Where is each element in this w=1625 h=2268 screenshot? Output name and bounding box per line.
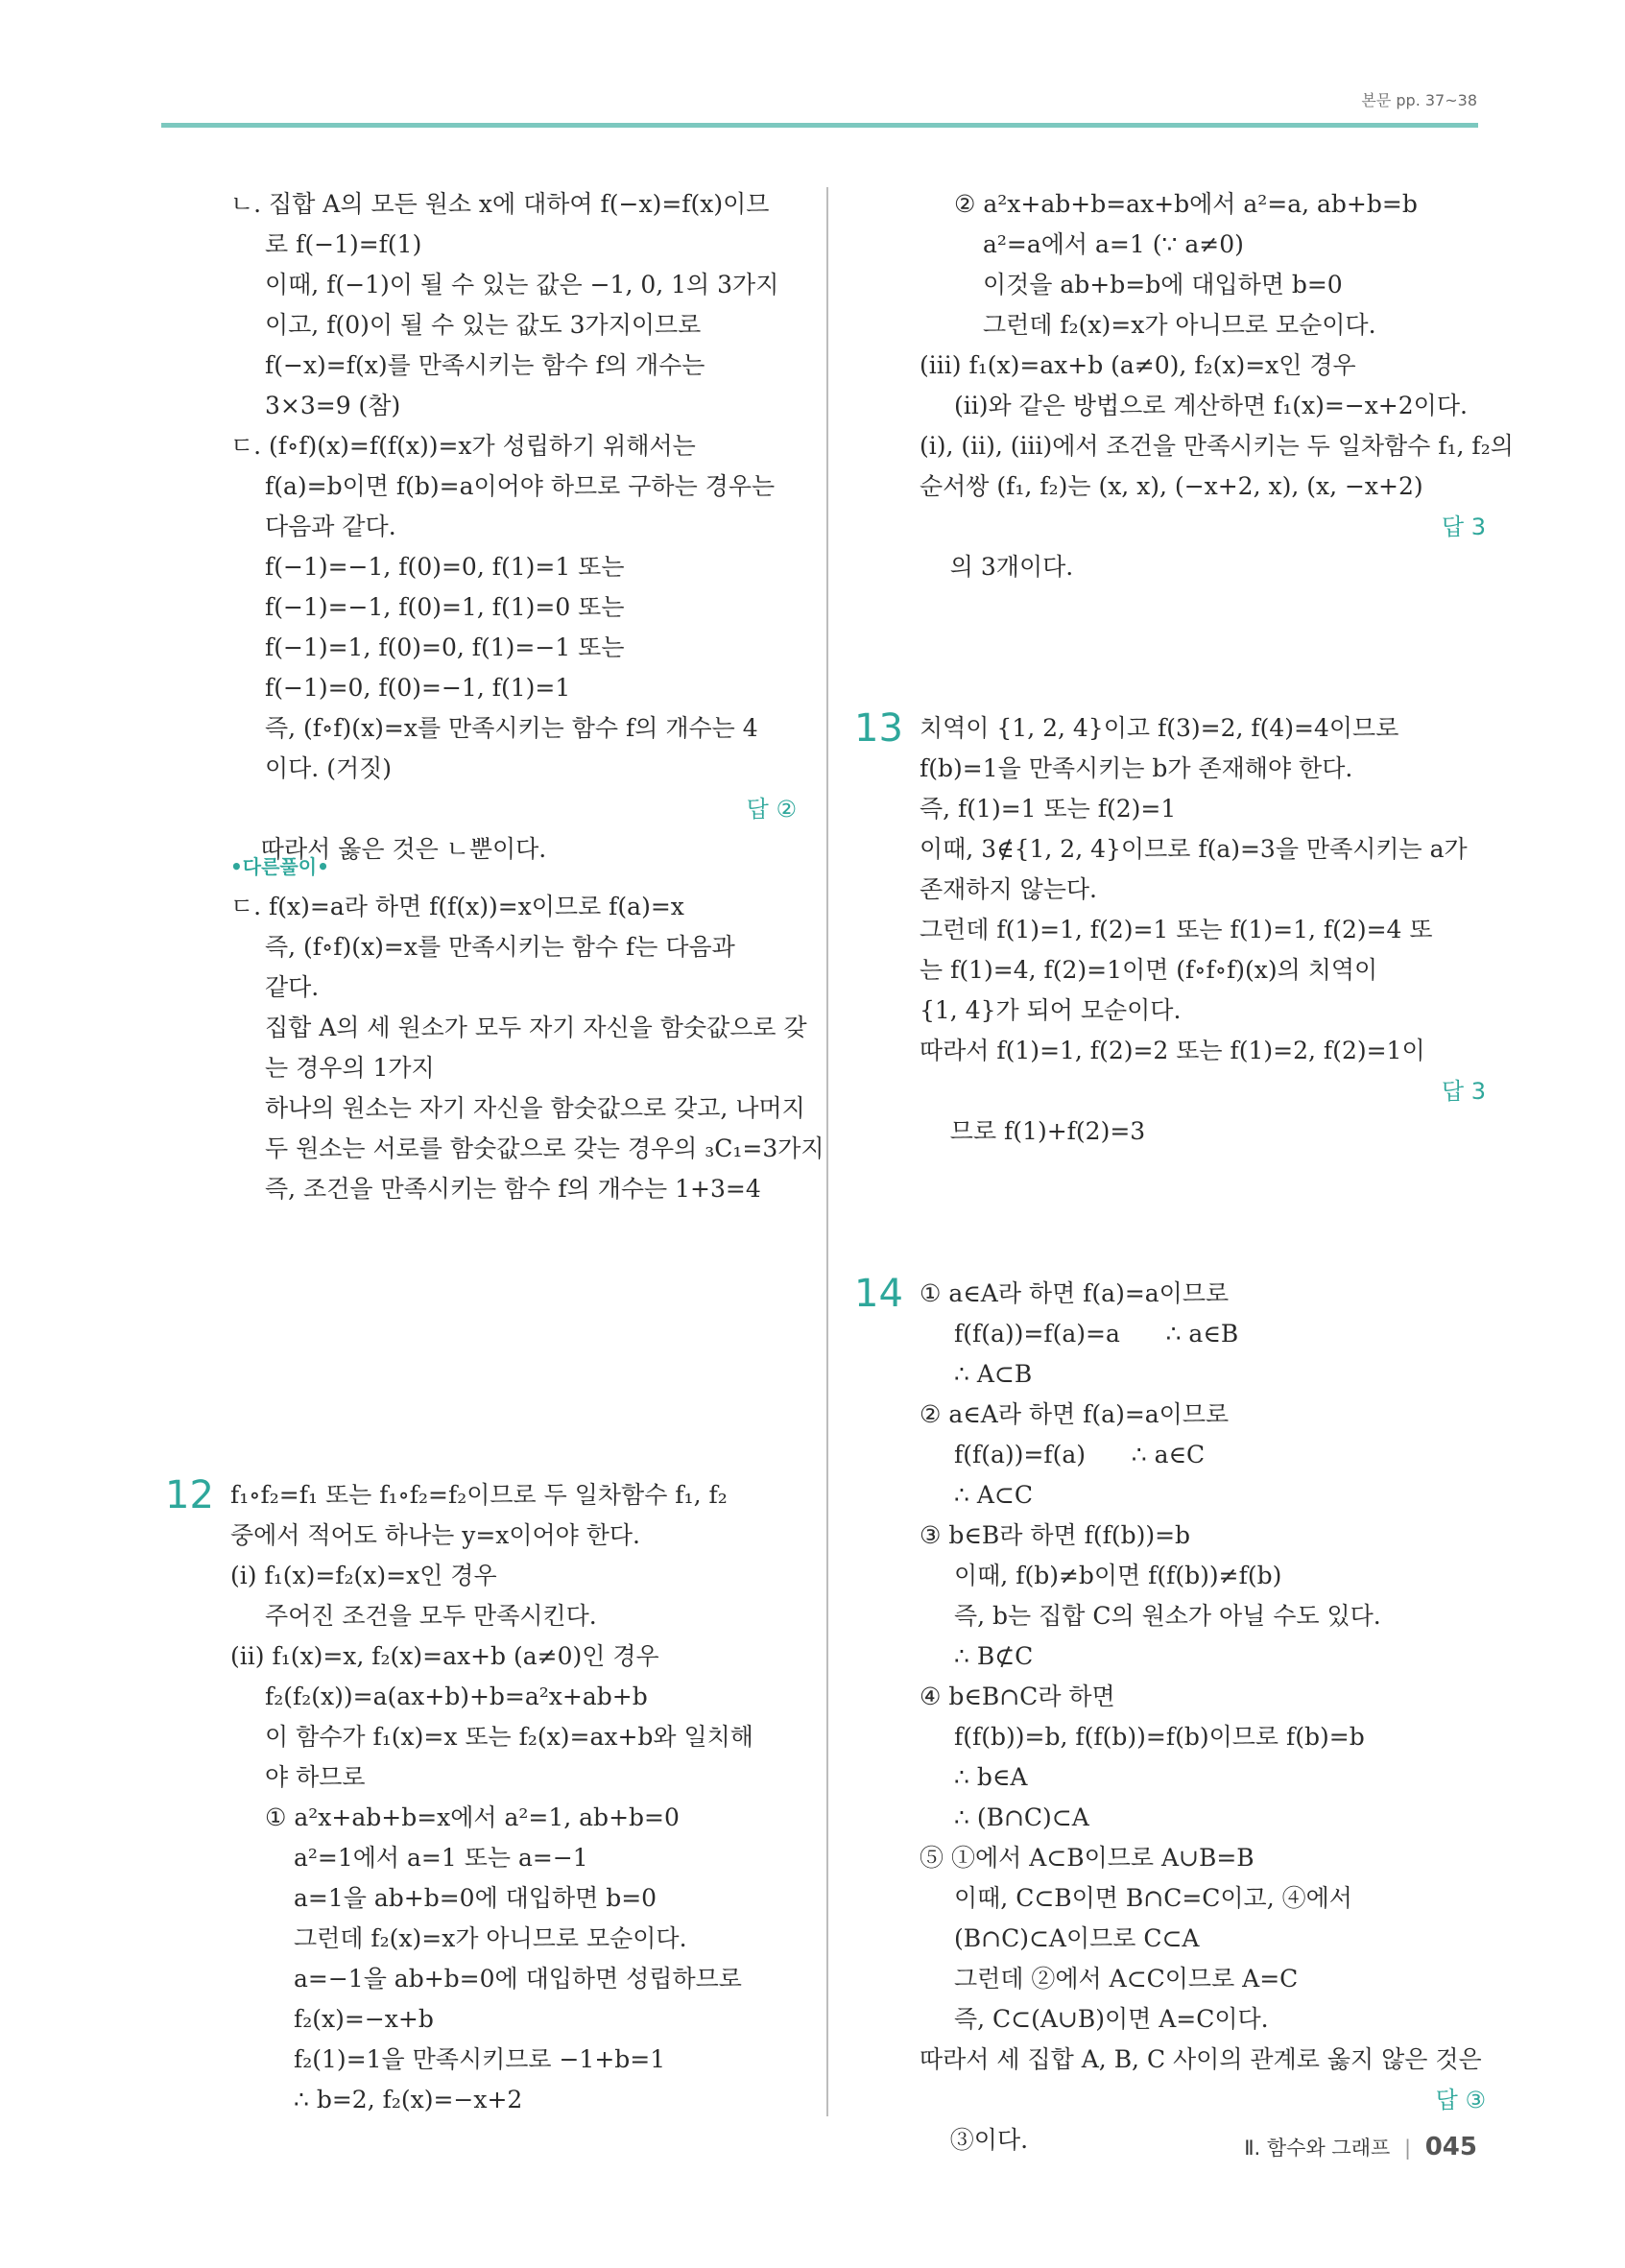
text-line: f(f(a))=f(a)=a ∴ a∈B xyxy=(954,1320,1239,1348)
text-line: 이때, f(−1)이 될 수 있는 값은 −1, 0, 1의 3가지 xyxy=(265,271,779,298)
text-line: 는 f(1)=4, f(2)=1이면 (f∘f∘f)(x)의 치역이 xyxy=(920,956,1378,984)
text-line: f(−1)=1, f(0)=0, f(1)=−1 또는 xyxy=(265,633,625,661)
problem-number: 14 xyxy=(854,1272,903,1316)
text-line: ② a∈A라 하면 f(a)=a이므로 xyxy=(920,1400,1230,1428)
text-line: f(f(a))=f(a) ∴ a∈C xyxy=(954,1441,1206,1468)
text-line: 같다. xyxy=(265,973,320,1001)
text-line: ㄷ. f(x)=a라 하면 f(f(x))=x이므로 f(a)=x xyxy=(230,893,684,920)
left-top-block xyxy=(230,184,824,1209)
text-line: 중에서 적어도 하나는 y=x이어야 한다. xyxy=(230,1521,641,1549)
text-line: f(−x)=f(x)를 만족시키는 함수 f의 개수는 xyxy=(265,351,705,379)
text-line: ⑤ ①에서 A⊂B이므로 A∪B=B xyxy=(920,1844,1255,1872)
page-ref: 본문 pp. 37~38 xyxy=(1361,91,1477,109)
text-line: 이 함수가 f₁(x)=x 또는 f₂(x)=ax+b와 일치해 xyxy=(265,1723,753,1751)
text-line: 는 경우의 1가지 xyxy=(265,1054,435,1082)
problem-12 xyxy=(165,1473,797,2120)
text-line: 존재하지 않는다. xyxy=(920,875,1097,903)
text-line: f(−1)=0, f(0)=−1, f(1)=1 xyxy=(265,674,571,702)
text-line: a²=a에서 a=1 (∵ a≠0) xyxy=(983,230,1244,258)
text-line: f₂(x)=−x+b xyxy=(294,2005,434,2033)
text-line: f(a)=b이면 f(b)=a이어야 하므로 구하는 경우는 xyxy=(265,472,776,500)
text-line: {1, 4}가 되어 모순이다. xyxy=(920,996,1182,1024)
text-line: (ⅱ)와 같은 방법으로 계산하면 f₁(x)=−x+2이다. xyxy=(954,392,1468,419)
problem-number: 12 xyxy=(165,1473,214,1517)
text-line: 따라서 f(1)=1, f(2)=2 또는 f(1)=2, f(2)=1이 xyxy=(920,1037,1425,1064)
text-line: ㄴ. 집합 A의 모든 원소 x에 대하여 f(−x)=f(x)이므 xyxy=(230,190,770,218)
right-top-block xyxy=(920,184,1514,581)
text-line: ∴ B⊄C xyxy=(954,1642,1034,1670)
answer-label: 답 ③ xyxy=(1435,2087,1486,2113)
chapter-title: Ⅱ. 함수와 그래프 xyxy=(1244,2137,1391,2160)
text-line: 3×3=9 (참) xyxy=(265,392,401,419)
text-line: 이때, f(b)≠b이면 f(f(b))≠f(b) xyxy=(954,1562,1282,1589)
text-line: 이다. (거짓) xyxy=(265,754,393,782)
text-line: ③ b∈B라 하면 f(f(b))=b xyxy=(920,1521,1191,1549)
text-line: 그런데 f₂(x)=x가 아니므로 모순이다. xyxy=(983,311,1376,339)
text-line: (ⅰ), (ⅱ), (ⅲ)에서 조건을 만족시키는 두 일차함수 f₁, f₂의 xyxy=(920,432,1514,460)
text-line: f(−1)=−1, f(0)=1, f(1)=0 또는 xyxy=(265,593,625,621)
text-line: f(−1)=−1, f(0)=0, f(1)=1 또는 xyxy=(265,553,625,581)
text-line: ① a²x+ab+b=x에서 a²=1, ab+b=0 xyxy=(265,1803,680,1831)
text-line: ∴ (B∩C)⊂A xyxy=(954,1803,1089,1831)
text-line: 주어진 조건을 모두 만족시킨다. xyxy=(265,1602,597,1630)
text-line: a²=1에서 a=1 또는 a=−1 xyxy=(294,1844,588,1872)
text-line: 치역이 {1, 2, 4}이고 f(3)=2, f(4)=4이므로 xyxy=(920,714,1399,742)
text-line: 다음과 같다. xyxy=(265,513,396,540)
text-span: 므로 f(1)+f(2)=3 xyxy=(949,1117,1146,1145)
text-line: 그런데 ②에서 A⊂C이므로 A=C xyxy=(954,1965,1299,1993)
text-line: 순서쌍 (f₁, f₂)는 (x, x), (−x+2, x), (x, −x+2) xyxy=(920,472,1423,500)
text-line: f₁∘f₂=f₁ 또는 f₁∘f₂=f₂이므로 두 일차함수 f₁, f₂ xyxy=(230,1481,728,1509)
problem-13 xyxy=(854,706,1486,1145)
text-line: f(f(b))=b, f(f(b))=f(b)이므로 f(b)=b xyxy=(954,1723,1365,1751)
text-line: 즉, (f∘f)(x)=x를 만족시키는 함수 f의 개수는 4 xyxy=(265,714,758,742)
text-line: 이때, C⊂B이면 B∩C=C이고, ④에서 xyxy=(954,1884,1352,1912)
answer-label: 답 3 xyxy=(1441,513,1486,540)
text-span: 의 3개이다. xyxy=(949,553,1074,581)
text-line: f(b)=1을 만족시키는 b가 존재해야 한다. xyxy=(920,754,1353,782)
text-line: (ⅲ) f₁(x)=ax+b (a≠0), f₂(x)=x인 경우 xyxy=(920,351,1356,379)
answer-label: 답 3 xyxy=(1441,1078,1486,1105)
text-line: ④ b∈B∩C라 하면 xyxy=(920,1683,1115,1710)
text-line: 두 원소는 서로를 함숫값으로 갖는 경우의 ₃C₁=3가지 xyxy=(265,1134,824,1162)
column-divider xyxy=(826,187,828,2116)
text-line: f₂(f₂(x))=a(ax+b)+b=a²x+ab+b xyxy=(265,1683,648,1710)
page-number: 045 xyxy=(1424,2133,1477,2161)
text-line: ∴ b∈A xyxy=(954,1763,1028,1791)
text-line: 집합 A의 세 원소가 모두 자기 자신을 함숫값으로 갖 xyxy=(265,1014,807,1041)
text-line: ∴ A⊂C xyxy=(954,1481,1033,1509)
text-line: a=1을 ab+b=0에 대입하면 b=0 xyxy=(294,1884,657,1912)
text-line: 이때, 3∉{1, 2, 4}이므로 f(a)=3을 만족시키는 a가 xyxy=(920,835,1468,863)
text-line: (ⅱ) f₁(x)=x, f₂(x)=ax+b (a≠0)인 경우 xyxy=(230,1642,659,1670)
text-line: 즉, 조건을 만족시키는 함수 f의 개수는 1+3=4 xyxy=(265,1175,761,1203)
text-line: 즉, (f∘f)(x)=x를 만족시키는 함수 f는 다음과 xyxy=(265,933,735,961)
text-line: 하나의 원소는 자기 자신을 함숫값으로 갖고, 나머지 xyxy=(265,1094,805,1122)
text-line: 따라서 세 집합 A, B, C 사이의 관계로 옳지 않은 것은 xyxy=(920,2045,1482,2073)
text-line: 즉, C⊂(A∪B)이면 A=C이다. xyxy=(954,2005,1269,2033)
text-line: f₂(1)=1을 만족시키므로 −1+b=1 xyxy=(294,2045,666,2073)
text-span: ③이다. xyxy=(949,2126,1029,2154)
page-footer xyxy=(1244,2133,1477,2161)
text-line: ㄷ. (f∘f)(x)=f(f(x))=x가 성립하기 위해서는 xyxy=(230,432,696,460)
text-line: 로 f(−1)=f(1) xyxy=(265,230,422,258)
alt-solution-label: •다른풀이• xyxy=(230,855,329,878)
text-line: 즉, f(1)=1 또는 f(2)=1 xyxy=(920,795,1177,823)
problem-number: 13 xyxy=(854,706,903,751)
text-line: 이고, f(0)이 될 수 있는 값도 3가지이므로 xyxy=(265,311,702,339)
text-span: 따라서 옳은 것은 ㄴ뿐이다. xyxy=(260,835,547,863)
text-line: 야 하므로 xyxy=(265,1763,366,1791)
text-line: (B∩C)⊂A이므로 C⊂A xyxy=(954,1924,1200,1952)
footer-separator: | xyxy=(1403,2137,1412,2160)
text-line: ② a²x+ab+b=ax+b에서 a²=a, ab+b=b xyxy=(954,190,1418,218)
text-line: 이것을 ab+b=b에 대입하면 b=0 xyxy=(983,271,1343,298)
text-line: ∴ A⊂B xyxy=(954,1360,1033,1388)
text-line: 그런데 f(1)=1, f(2)=1 또는 f(1)=1, f(2)=4 또 xyxy=(920,916,1433,943)
answer-label: 답 ② xyxy=(746,796,797,823)
text-line: 그런데 f₂(x)=x가 아니므로 모순이다. xyxy=(294,1924,687,1952)
text-line: ① a∈A라 하면 f(a)=a이므로 xyxy=(920,1279,1230,1307)
text-line: a=−1을 ab+b=0에 대입하면 성립하므로 xyxy=(294,1965,742,1993)
text-line xyxy=(920,507,1486,581)
text-line xyxy=(920,1071,1486,1145)
header-rule xyxy=(161,123,1478,128)
text-line: 즉, b는 집합 C의 원소가 아닐 수도 있다. xyxy=(954,1602,1381,1630)
text-line: (ⅰ) f₁(x)=f₂(x)=x인 경우 xyxy=(230,1562,497,1589)
text-line: ∴ b=2, f₂(x)=−x+2 xyxy=(294,2086,523,2113)
text-line xyxy=(230,789,797,863)
